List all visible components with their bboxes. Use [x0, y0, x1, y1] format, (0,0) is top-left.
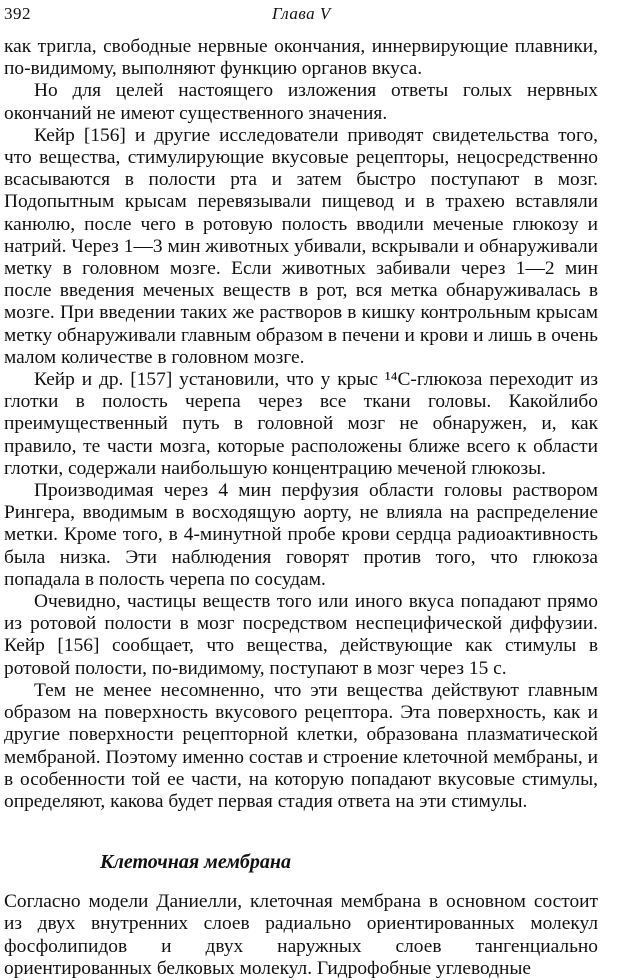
book-page [4, 0, 598, 979]
chapter-title: Глава V [272, 4, 331, 23]
paragraph: Кейр и др. [157] установили, что у крыс ¹⁴С-глюкоза переходит из глотки в полость черепа через все ткани головы. Какойлибо преимущественный путь в головной мозг не обнаружен, и, как правило, те части мозга, которые расположены ближе всего к области глотки, содержали наибольшую концентрацию меченой глюкозы. [4, 369, 598, 479]
paragraph: Согласно модели Даниелли, клеточная мембрана в основном состоит из двух внутренних слоев радиально ориентированных молекул фосфолипидов и двух наружных слоев тангенциально ориентированных белковых молекул. Гидрофобные углеводные [4, 891, 598, 979]
main-text [4, 36, 598, 813]
section-text [4, 891, 598, 980]
paragraph: Но для целей настоящего изложения ответы голых нервных окончаний не имеют существенного значения. [4, 80, 598, 124]
paragraph-continuation: как тригла, свободные нервные окончания, иннервирующие плавники, по-видимому, выполняют функцию органов вкуса. [4, 36, 598, 80]
page-number: 392 [4, 4, 31, 23]
paragraph: Тем не менее несомненно, что эти вещества действуют главным образом на поверхность вкусового рецептора. Эта поверхность, как и другие поверхности рецепторной клетки, образована плазматической мембраной. Поэтому именно состав и строение клеточной мембраны, и в особенности той ее части, на которую попадают вкусовые стимулы, определяют, какова будет первая стадия ответа на эти стимулы. [4, 679, 598, 812]
paragraph: Очевидно, частицы веществ того или иного вкуса попадают прямо из ротовой полости в мозг посредством неспецифической диффузии. Кейр [156] сообщает, что вещества, действующие как стимулы в ротовой полости, по-видимому, поступают в мозг через 15 с. [4, 591, 598, 679]
section-heading: Клеточная мембрана [100, 851, 291, 874]
paragraph: Кейр [156] и другие исследователи приводят свидетельства того, что вещества, стимулирующие вкусовые рецепторы, нецосредственно всасываются в полости рта и затем быстро поступают в мозг. Подопытным крысам перевязывали пищевод и в трахею вставляли канюлю, после чего в ротовую полость вводили меченые глюкозу и натрий. Через 1—3 мин животных убивали, вскрывали и обнаруживали метку в головном мозге. Если животных забивали через 1—2 мин после введения меченых веществ в рот, вся метка обнаруживалась в мозге. При введении таких же растворов в кишку контрольным крысам метку обнаруживали главным образом в печени и крови и лишь в очень малом количестве в головном мозге. [4, 124, 598, 368]
paragraph: Производимая через 4 мин перфузия области головы раствором Рингера, вводимым в восходящую аорту, не влияла на распределение метки. Кроме того, в 4-минутной пробе крови сердца радиоактивность была низка. Эти наблюдения говорят против того, что глюкоза попадала в полость черепа по сосудам. [4, 480, 598, 590]
running-head [4, 0, 598, 36]
